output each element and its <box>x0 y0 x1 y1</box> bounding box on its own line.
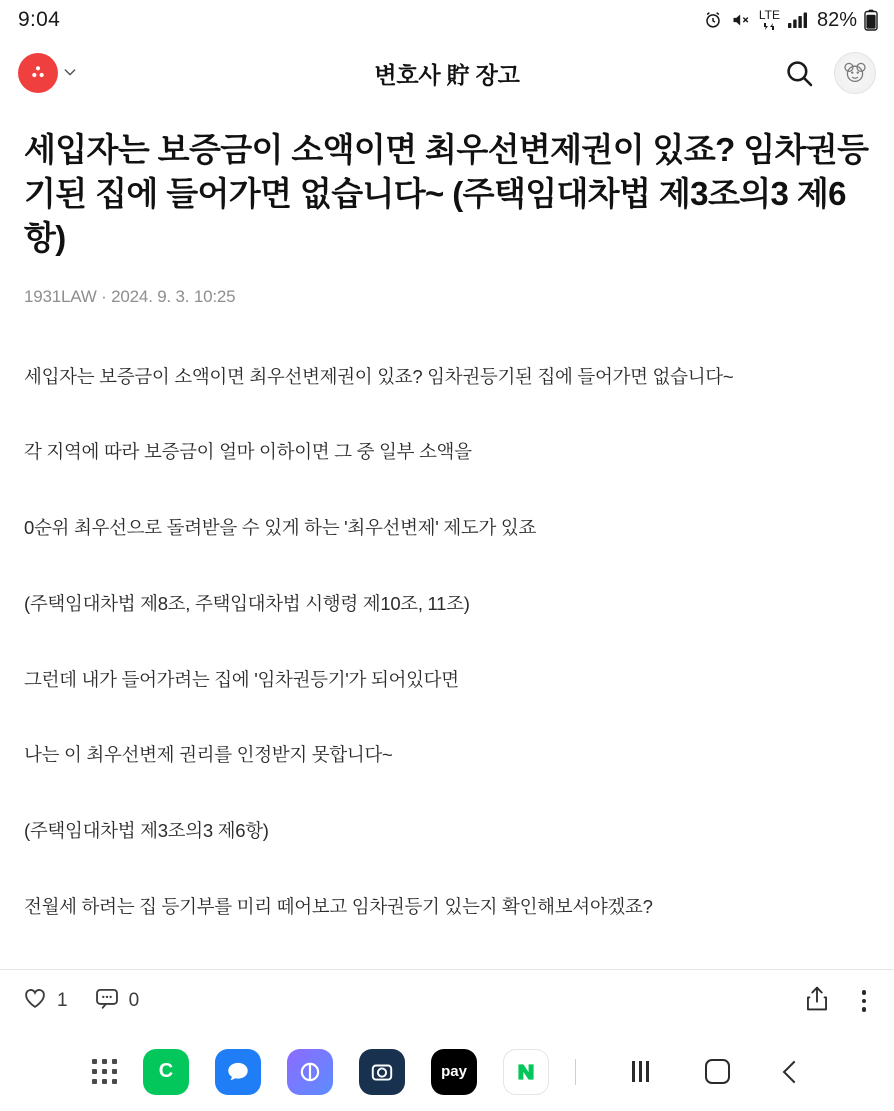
article-paragraph: 각 지역에 따라 보증금이 얼마 이하이면 그 중 일부 소액을 <box>24 441 472 463</box>
camera-app[interactable] <box>359 1049 405 1095</box>
like-button[interactable] <box>22 985 68 1017</box>
article-paragraph: 0순위 최우선으로 돌려받을 수 있게 하는 '최우선변제' 제도가 있죠 <box>24 517 537 539</box>
article-paragraph: 세입자는 보증금이 소액이면 최우선변제권이 있죠? 임차권등기된 집에 들어가면 없습니다~ <box>24 365 734 387</box>
heart-icon <box>22 985 48 1017</box>
article-author: 1931LAW <box>24 286 97 306</box>
article-body <box>24 363 870 921</box>
dock-divider <box>575 1059 576 1085</box>
navigation-bar <box>632 1059 802 1084</box>
smart-switch-app[interactable] <box>287 1049 333 1095</box>
share-icon[interactable] <box>804 985 830 1018</box>
messages-app[interactable] <box>215 1049 261 1095</box>
comment-count: 0 <box>128 990 140 1012</box>
back-icon[interactable] <box>783 1060 806 1083</box>
action-bar <box>0 969 894 1033</box>
header-right-group <box>780 52 876 94</box>
app-drawer-icon[interactable] <box>92 1059 117 1084</box>
app-header <box>0 40 894 106</box>
naver-app[interactable] <box>503 1049 549 1095</box>
search-icon[interactable] <box>780 54 818 92</box>
chevron-down-icon[interactable] <box>62 64 78 83</box>
comment-button[interactable] <box>94 985 140 1017</box>
signal-icon <box>787 11 809 29</box>
mute-icon <box>730 10 752 30</box>
status-time: 9:04 <box>18 8 61 31</box>
like-count: 1 <box>57 990 68 1012</box>
article-paragraph: (주택임대차법 제8조, 주택입대차법 시행령 제10조, 11조) <box>24 592 470 614</box>
status-indicators <box>703 9 878 32</box>
action-right-group <box>804 985 873 1018</box>
lte-icon: LTE <box>759 9 780 31</box>
samsung-pay-label: pay <box>441 1063 467 1081</box>
calendar-app-label: C <box>158 1060 174 1083</box>
battery-percent: 82% <box>816 8 857 31</box>
article-paragraph: 나는 이 최우선변제 권리를 인정받지 못합니다~ <box>24 744 393 766</box>
article-paragraph: 전월세 하려는 집 등기부를 미리 떼어보고 임차권등기 있는지 확인해보셔야겠죠? <box>24 895 653 917</box>
more-vertical-icon[interactable] <box>856 990 873 1012</box>
dock <box>0 1033 894 1111</box>
article-paragraph: 그런데 내가 들어가려는 집에 '임차권등기'가 되어있다면 <box>24 668 459 690</box>
home-icon[interactable] <box>705 1059 730 1084</box>
comment-icon <box>94 985 120 1017</box>
avatar[interactable] <box>834 52 876 94</box>
naver-blog-icon[interactable] <box>18 53 58 93</box>
recents-icon[interactable] <box>632 1061 649 1082</box>
article-meta <box>24 287 870 307</box>
action-left-group <box>22 985 139 1017</box>
article-title: 세입자는 보증금이 소액이면 최우선변제권이 있죠? 임차권등기된 집에 들어가면 없습니다~ (주택임대차법 제3조의3 제6항) <box>24 131 869 257</box>
article-date: 2024. 9. 3. 10:25 <box>111 286 236 306</box>
meta-separator: · <box>101 286 107 306</box>
battery-icon <box>864 9 878 31</box>
article-paragraph: (주택임대차법 제3조의3 제6항) <box>24 820 269 842</box>
page-title: 변호사 貯 장고 <box>374 61 520 88</box>
status-bar <box>0 0 894 40</box>
calendar-app[interactable] <box>143 1049 189 1095</box>
article-content <box>0 106 894 969</box>
header-left-group[interactable] <box>18 53 78 93</box>
alarm-icon <box>703 10 723 30</box>
samsung-pay-app[interactable] <box>431 1049 477 1095</box>
